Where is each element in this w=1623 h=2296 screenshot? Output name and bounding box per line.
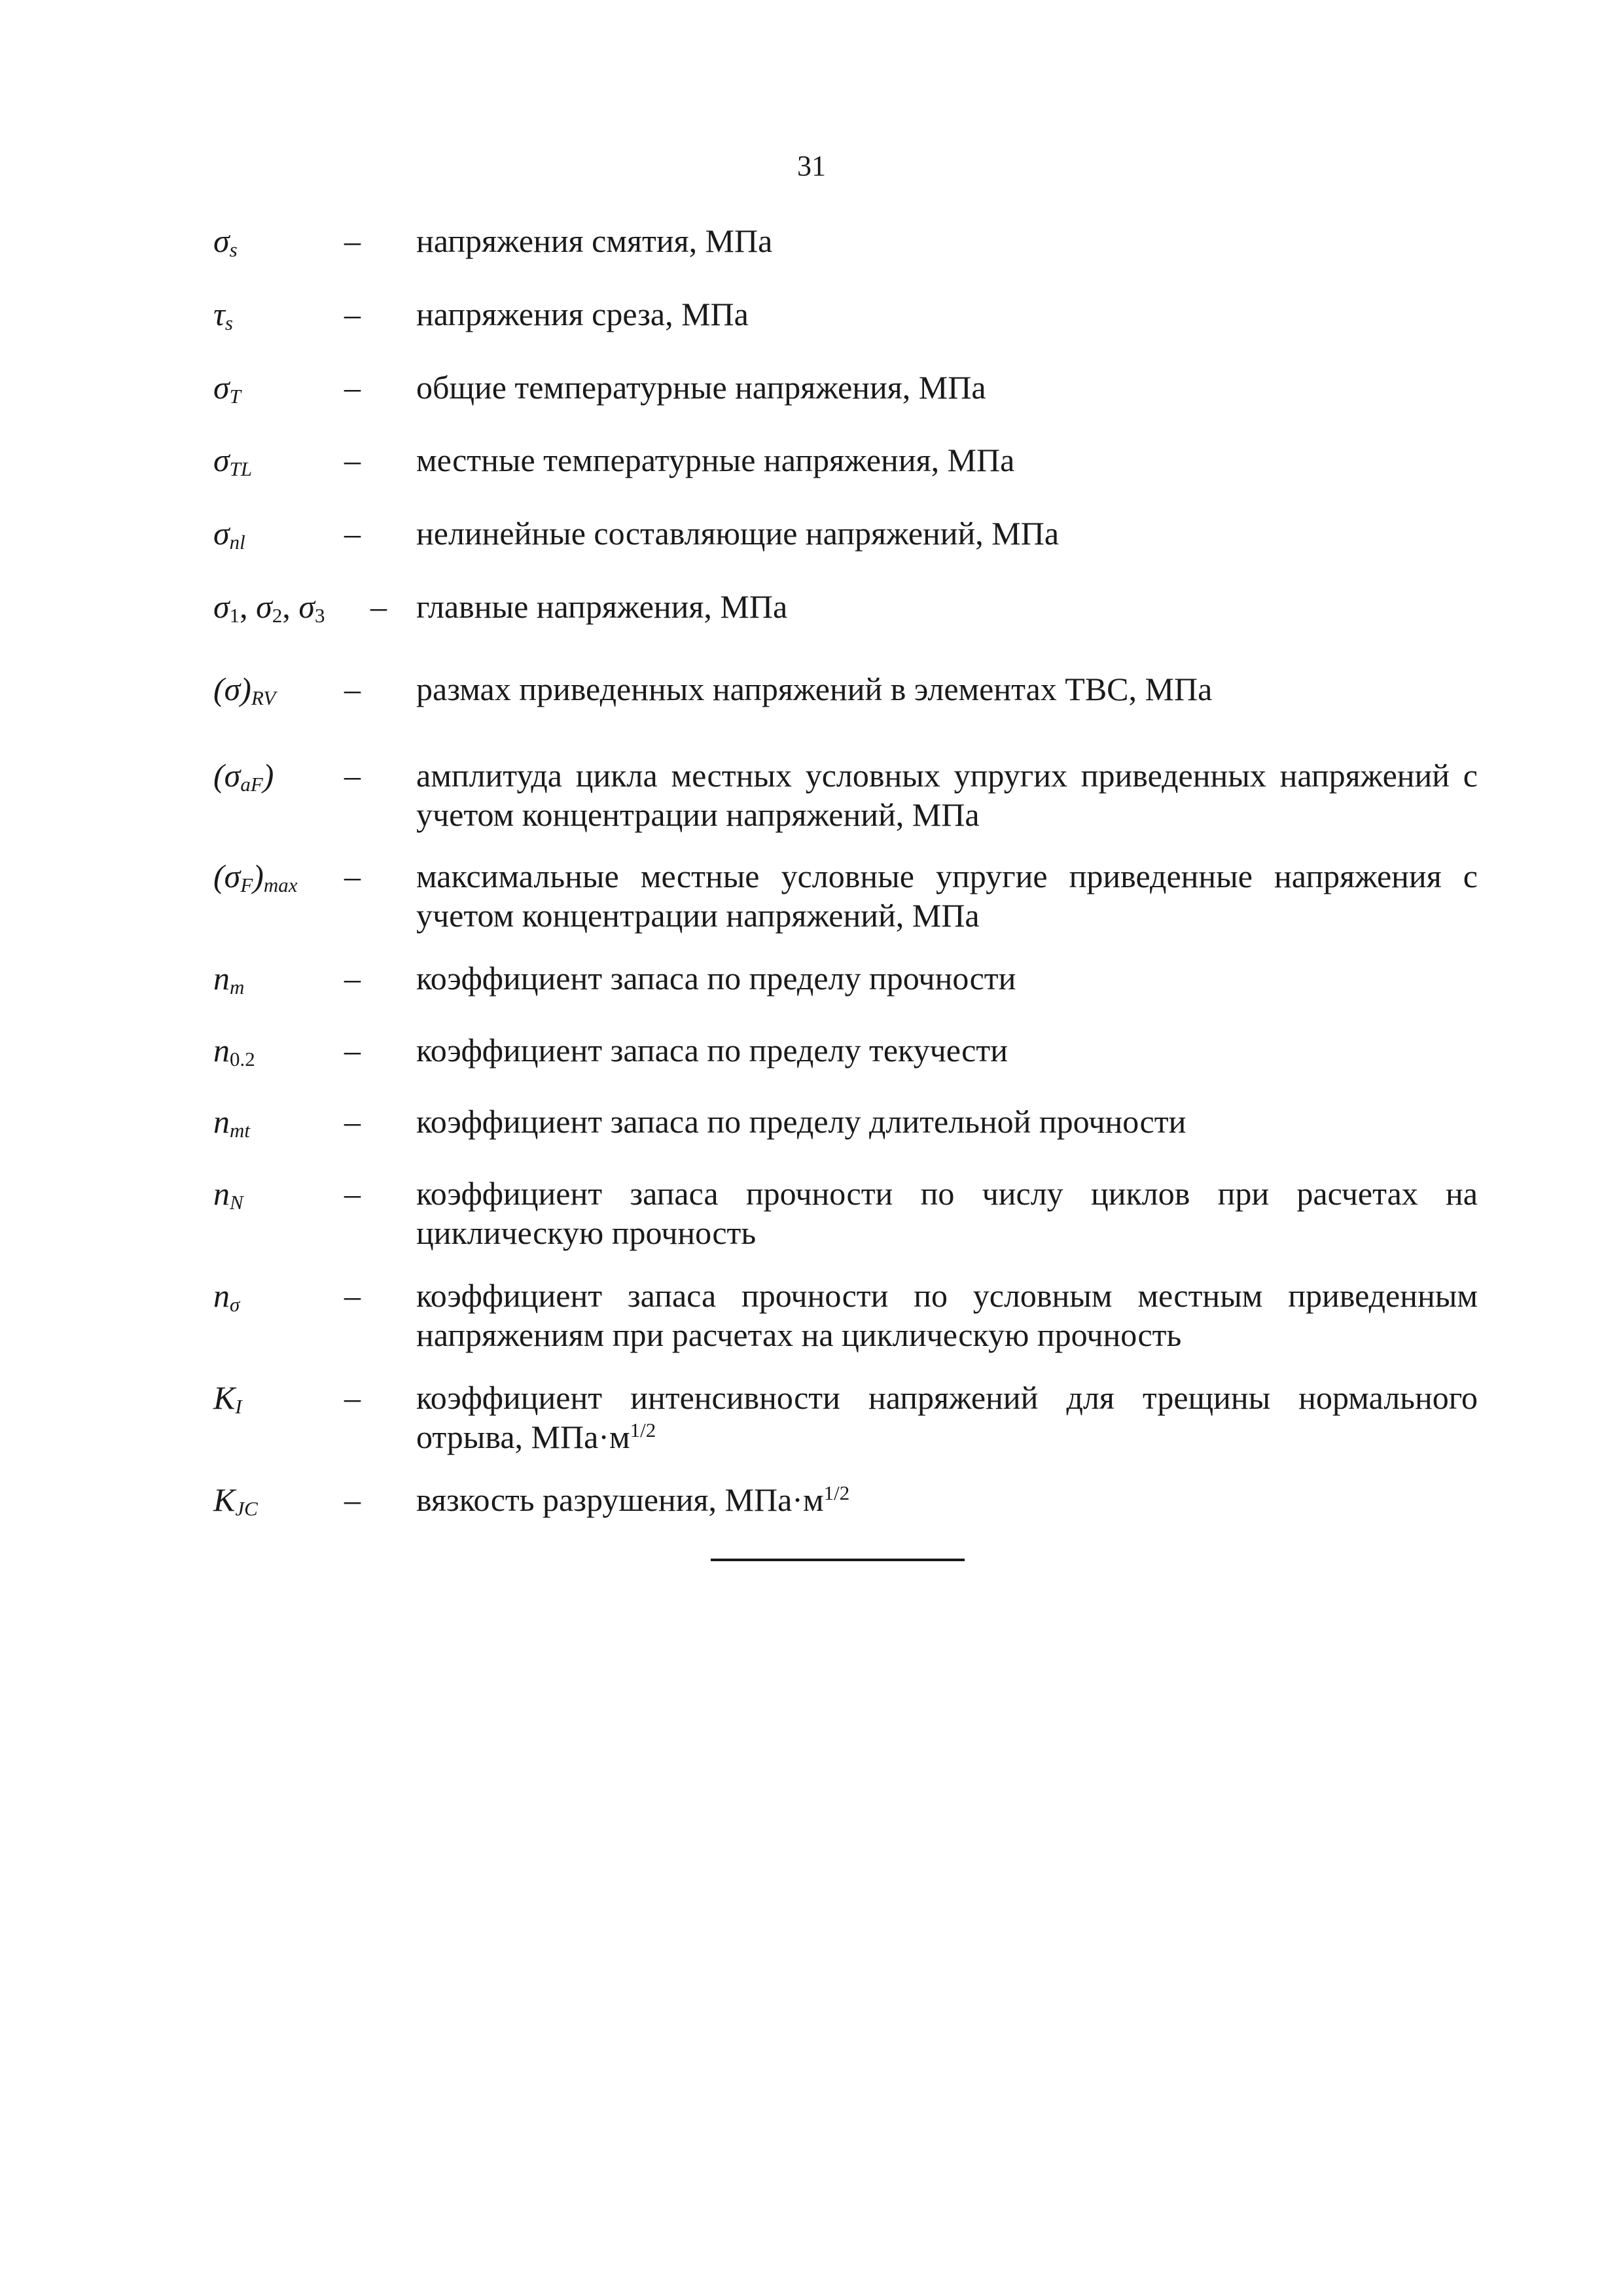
- definition: напряжения смятия, МПа: [416, 222, 773, 259]
- definition: коэффициент запаса по пределу длительной прочности: [416, 1103, 1186, 1140]
- symbol: [213, 294, 344, 343]
- symbol: [213, 959, 344, 1007]
- list-item: [213, 587, 1478, 635]
- list-item: [213, 294, 1478, 343]
- page-number: 31: [797, 150, 826, 182]
- definition: амплитуда цикла местных условных упругих приведенных напряжений с учетом концентрации напряжений, МПа: [416, 756, 1478, 833]
- symbol-base: σ: [213, 368, 230, 406]
- symbol: [213, 756, 344, 804]
- symbol-base: σ: [213, 588, 230, 626]
- symbol-subscript: 0.2: [230, 1047, 255, 1070]
- symbol: [213, 1102, 344, 1150]
- definition: [416, 1480, 1478, 1519]
- end-rule: [711, 1559, 965, 1561]
- symbol-subscript: m: [230, 975, 245, 998]
- list-item: [213, 1378, 1478, 1457]
- list-item: [213, 1480, 1478, 1528]
- symbol-subscript: I: [235, 1394, 242, 1418]
- symbol-subscript: 3: [315, 603, 325, 627]
- symbol-list: [213, 221, 1478, 1528]
- symbol-subscript: aF: [240, 772, 263, 796]
- definition: [416, 1378, 1478, 1457]
- symbol: [213, 669, 344, 718]
- list-item: [213, 1174, 1478, 1252]
- definition-text: коэффициент интенсивности напряжений для трещины нормального отрыва, МПа·м: [416, 1379, 1478, 1456]
- definition: максимальные местные условные упругие приведенные напряжения с учетом концентрации напряжений, МПа: [416, 857, 1478, 934]
- list-item: [213, 857, 1478, 935]
- symbol: [213, 368, 344, 416]
- symbol-subscript: JC: [235, 1496, 258, 1520]
- list-item: [213, 1031, 1478, 1079]
- symbol-base: σ: [213, 442, 230, 479]
- symbol-base: n: [213, 1277, 230, 1315]
- symbol-base: (σ: [213, 857, 241, 894]
- dash: –: [370, 588, 387, 626]
- symbol-bracket: ): [262, 756, 274, 794]
- symbol-base: K: [213, 1481, 236, 1519]
- symbol-subscript: F: [240, 873, 253, 896]
- symbol-base: σ: [213, 515, 230, 552]
- list-item: [213, 1276, 1478, 1354]
- dash: –: [344, 1379, 361, 1417]
- list-item: [213, 959, 1478, 1007]
- definition: коэффициент запаса по пределу прочности: [416, 959, 1016, 997]
- dash: –: [344, 857, 361, 894]
- dash: –: [344, 1175, 361, 1212]
- symbol-base: n: [213, 1175, 230, 1212]
- symbol: [213, 440, 344, 489]
- symbol-subscript: RV: [251, 686, 276, 709]
- dash: –: [344, 442, 361, 479]
- symbol-subscript: nl: [229, 531, 245, 554]
- dash: –: [344, 515, 361, 552]
- symbol-subscript: max: [263, 873, 298, 896]
- symbol: [213, 1378, 344, 1426]
- exponent: 1/2: [823, 1481, 850, 1505]
- symbol: [213, 857, 344, 905]
- definition: нелинейные составляющие напряжений, МПа: [416, 515, 1060, 552]
- definition: коэффициент запаса по пределу текучести: [416, 1031, 1008, 1069]
- symbol-subscript: T: [229, 384, 241, 408]
- dash: –: [344, 959, 361, 997]
- dash: –: [344, 1103, 361, 1140]
- definition: общие температурные напряжения, МПа: [416, 368, 986, 406]
- definition-text: вязкость разрушения, МПа·м: [416, 1481, 824, 1519]
- list-item: [213, 514, 1478, 562]
- symbol-base: K: [213, 1379, 236, 1417]
- symbol-subscript: σ: [230, 1292, 240, 1316]
- symbol-base: n: [213, 1031, 230, 1069]
- symbol: [213, 1031, 344, 1079]
- exponent: 1/2: [630, 1419, 656, 1442]
- symbol-subscript: s: [224, 311, 233, 334]
- symbol-subscript: TL: [229, 457, 253, 481]
- symbol-base: σ: [256, 588, 272, 626]
- symbol-base: n: [213, 1103, 230, 1140]
- symbol-base: (σ): [213, 670, 251, 707]
- symbol-base: σ: [213, 222, 230, 259]
- list-item: [213, 440, 1478, 489]
- symbol: [213, 221, 344, 270]
- symbol-base: (σ: [213, 756, 241, 794]
- symbol-base: τ: [213, 295, 225, 332]
- symbol-subscript: s: [229, 238, 238, 261]
- dash: –: [344, 670, 361, 707]
- symbol-subscript: 1: [229, 603, 240, 627]
- symbol: σ1, σ2, σ3: [213, 588, 325, 627]
- symbol-base: σ: [298, 588, 315, 626]
- symbol: [213, 1276, 344, 1324]
- definition: местные температурные напряжения, МПа: [416, 442, 1015, 479]
- definition: коэффициент запаса прочности по числу циклов при расчетах на циклическую прочность: [416, 1175, 1478, 1252]
- symbol-subscript: 2: [272, 603, 283, 627]
- dash: –: [344, 1031, 361, 1069]
- dash: –: [344, 756, 361, 794]
- symbol-bracket: ): [253, 857, 264, 894]
- symbol-subscript: mt: [230, 1119, 250, 1142]
- dash: –: [344, 1277, 361, 1315]
- list-item: [213, 669, 1478, 718]
- symbol: [213, 1174, 344, 1222]
- definition: напряжения среза, МПа: [416, 295, 749, 332]
- symbol: [213, 514, 344, 562]
- list-item: [213, 756, 1478, 834]
- list-item: [213, 221, 1478, 270]
- definition: главные напряжения, МПа: [416, 588, 788, 626]
- definition: коэффициент запаса прочности по условным местным приведенным напряжениям при расчетах на циклическую прочность: [416, 1277, 1478, 1354]
- dash: –: [344, 295, 361, 332]
- dash: –: [344, 368, 361, 406]
- dash: –: [344, 222, 361, 259]
- list-item: [213, 1102, 1478, 1150]
- symbol-subscript: N: [230, 1190, 243, 1214]
- definition: размах приведенных напряжений в элементах ТВС, МПа: [416, 670, 1213, 707]
- symbol: [213, 1480, 344, 1528]
- list-item: [213, 368, 1478, 416]
- dash: –: [344, 1481, 361, 1519]
- symbol-base: n: [213, 959, 230, 997]
